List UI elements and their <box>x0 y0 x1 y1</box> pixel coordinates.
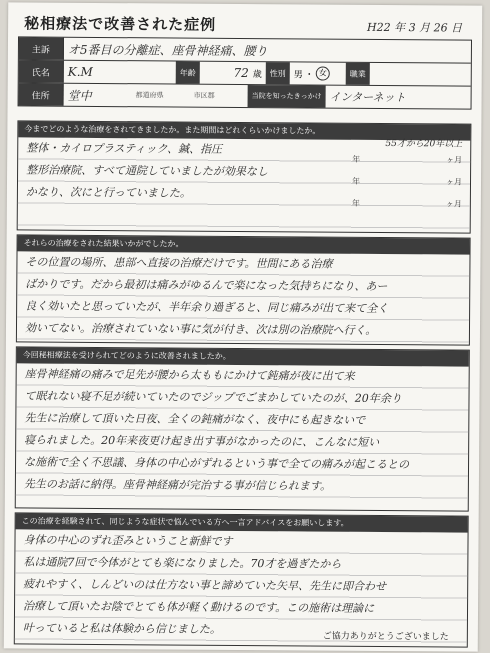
advice-line-3: 疲れやすく、しんどいのは仕方ない事と諦めていた矢早、先生に即合わせ <box>23 577 387 594</box>
name-row: 氏名 K.M 年齢 72 歳 性別 男 ・ 女 職業 <box>19 60 471 86</box>
patient-info-grid <box>18 36 472 109</box>
sex-label: 性別 <box>266 62 290 84</box>
advice-line-1: 身体の中心のずれ歪みということ新鮮です <box>23 533 233 548</box>
improvement-line-2: て眠れない寝不足が続いていたのでジップでごまかしていたのが、20年余り <box>24 389 402 406</box>
improvement-line-4: 寝られました。20年来夜更け起き出す事がなかったのに、こんなに短い <box>24 433 380 449</box>
advice-line-5: 叶っていると私は体験から信じました。 <box>22 621 221 636</box>
address-label: 住所 <box>19 83 64 105</box>
prefecture-label: 都道府県 <box>135 91 164 100</box>
main-complaint-value: オ5番目の分離症、座骨神経痛、腰り <box>67 42 268 58</box>
name-value: K.M <box>67 64 93 79</box>
results-line-2: ばかりです。だから最初は痛みがゆるんで楽になった気持ちになり、あー <box>25 277 388 294</box>
case-form-sheet <box>4 2 482 651</box>
previous-treatment-line-1: 整体・カイロプラスティック、鍼、指圧 <box>26 141 223 156</box>
period-row-1: 年 ヶ月 <box>352 154 463 165</box>
previous-treatment-line-2: 整形治療院、すべて通院していましたが効果なし <box>26 163 268 179</box>
period-note: 55才から20年以上 <box>385 138 463 150</box>
referral-label: 当院を知ったきっかけ <box>248 85 326 108</box>
previous-treatment-line-3: かなり、次にと行っていました。 <box>25 185 191 200</box>
address-row <box>19 83 471 108</box>
occupation-value <box>370 63 471 86</box>
form-date: H22 年 3 月 26 日 <box>366 20 463 35</box>
improvement-line-5: な施術で全く不思議、身体の中心がずれるという事で全ての痛みが起こるとの <box>24 455 410 472</box>
referral-value: インターネット <box>329 90 406 105</box>
occupation-label: 職業 <box>346 63 370 85</box>
results-line-1: その位置の場所、患部へ直接の治療だけです。世間にある治療 <box>25 255 333 271</box>
period-row-2: 年 ヶ月 <box>351 176 463 187</box>
section-advice <box>14 512 469 647</box>
period-row-3: 年 ヶ月 <box>351 198 462 209</box>
improvement-line-1: 座骨神経痛の痛みで足先が腰から太ももにかけて鈍痛が夜に出て来 <box>24 367 355 383</box>
age-value: 72 <box>233 65 249 81</box>
period-column <box>352 136 463 216</box>
sex-male: 男 <box>293 69 303 80</box>
section-treatment-results <box>16 234 471 345</box>
section-improvement-heading: 今回秘相療法を受けられてどのように改善されましたか。 <box>17 347 469 366</box>
advice-line-4: 治療して頂いたお陰でとても体が軽く動けるのです。この施術は理論に <box>23 599 375 615</box>
main-complaint-label: 主訴 <box>19 37 64 59</box>
age-unit: 歳 <box>252 69 262 80</box>
results-line-4: 効いてない。治療されていない事に気が付き、次は別の治療院へ行く。 <box>24 321 377 337</box>
section-previous-treatment <box>17 120 472 233</box>
address-value: 堂中 <box>67 88 92 103</box>
section-previous-treatment-heading: 今までどのような治療をされてきましたか。また期間はどれくらいかけましたか。 <box>18 121 470 140</box>
improvement-line-3: 先生に治療して頂いた日夜、全くの鈍痛がなく、夜中にも起きないで <box>24 411 366 427</box>
section-advice-heading: この治療を経験されて、同じような症状で悩んでいる方へ一言アドバイスをお願いします。 <box>16 513 468 532</box>
city-label: 市区郡 <box>193 91 215 100</box>
improvement-line-6: 先生のお話に納得。座骨神経痛が完治する事が信じられます。 <box>23 477 332 493</box>
results-line-3: 良く効いたと思っていたが、半年余り過ぎると、同じ痛みが出て来て全く <box>25 299 389 316</box>
main-complaint-row <box>19 37 471 63</box>
advice-line-2: 私は通院7回で今体がとても楽になりました。70才を過ぎたから <box>23 555 342 571</box>
section-improvement <box>15 346 470 511</box>
section-treatment-results-heading: それらの治療をされた結果いかがでしたか。 <box>18 235 470 254</box>
sex-female-circled: 女 <box>316 67 330 81</box>
page-title: 秘相療法で改善された症例 <box>24 14 217 34</box>
thanks-note: ご協力ありがとうございました <box>322 631 449 643</box>
name-label: 氏名 <box>19 60 64 82</box>
age-label: 年齢 <box>176 62 200 84</box>
